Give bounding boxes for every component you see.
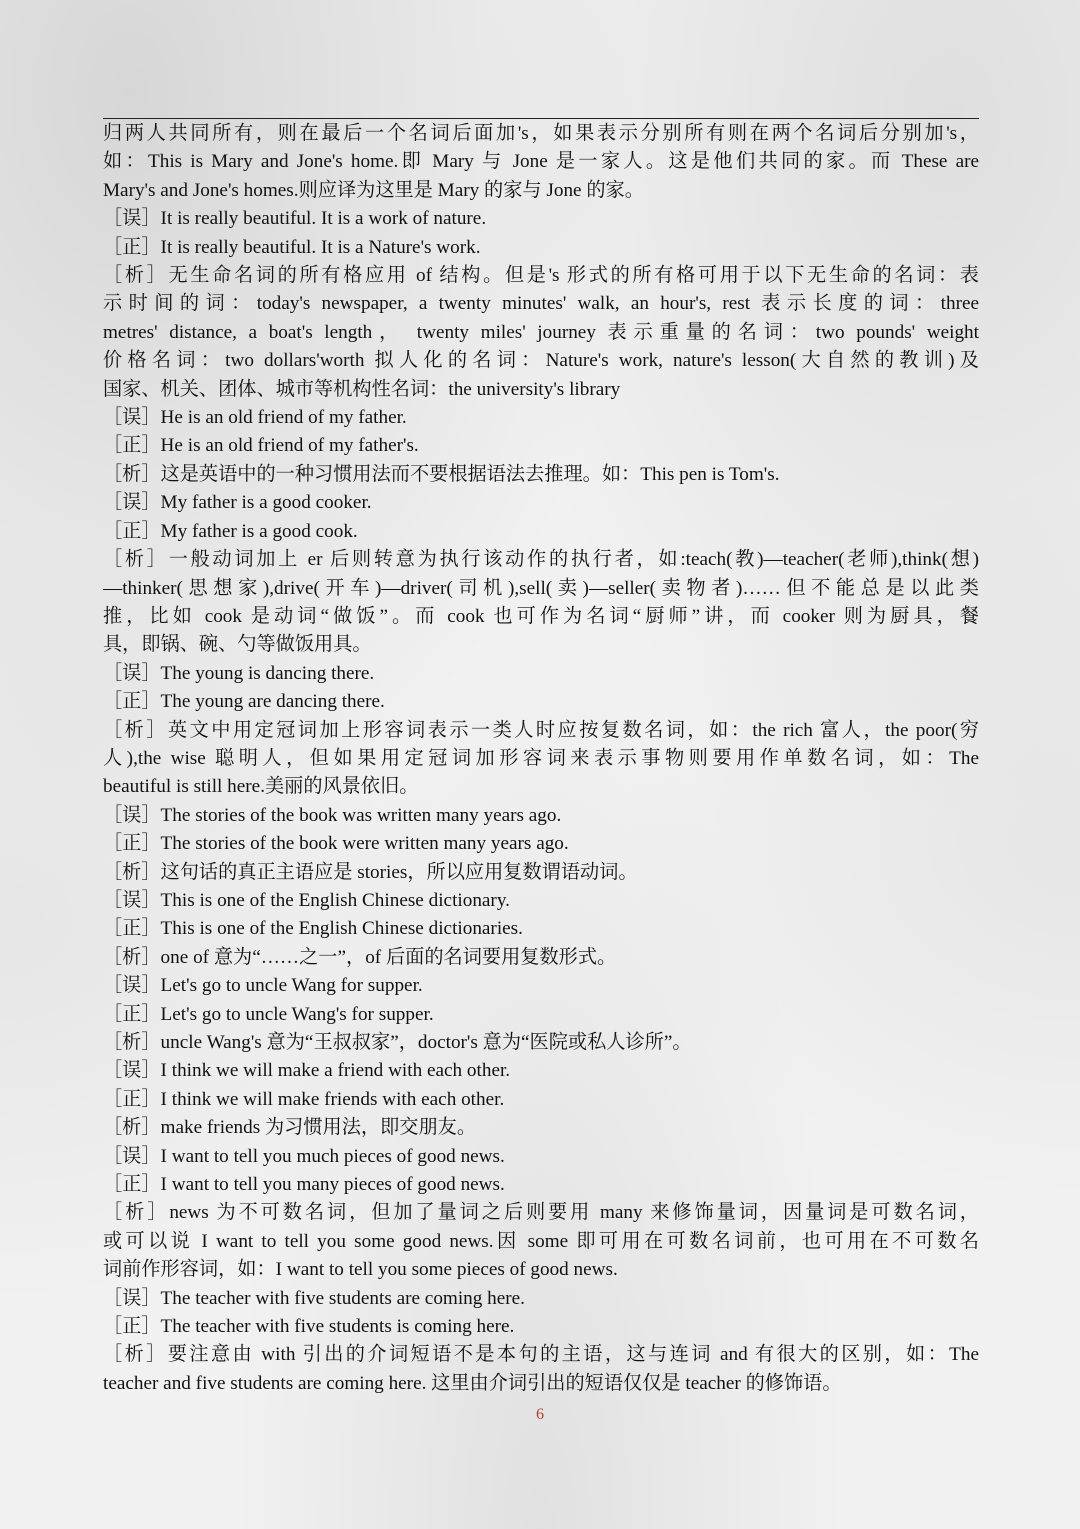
text-line: ［析］make friends 为习惯用法，即交朋友。 bbox=[103, 1117, 477, 1139]
text-line: ［析］英文中用定冠词加上形容词表示一类人时应按复数名词，如：the rich 富人，the poor(穷 bbox=[103, 719, 979, 741]
text-line: beautiful is still here.美丽的风景依旧。 bbox=[103, 776, 419, 798]
text-line: ［析］news 为不可数名词，但加了量词之后则要用 many 来修饰量词，因量词是可数名词， bbox=[103, 1202, 979, 1224]
text-line: 具，即锅、碗、勺等做饭用具。 bbox=[103, 634, 372, 656]
text-line: ［正］The teacher with five students is coming here. bbox=[103, 1316, 515, 1338]
document-page bbox=[103, 118, 979, 1398]
text-line: ［正］Let's go to uncle Wang's for supper. bbox=[103, 1003, 434, 1025]
text-line: metres' distance, a boat's length， twenty miles' journey 表示重量的名词：two pounds' weight bbox=[103, 321, 979, 343]
text-line: ［正］I want to tell you many pieces of good news. bbox=[103, 1174, 505, 1196]
text-line: —thinker(思想家),drive(开车)—driver(司机),sell(卖)—seller(卖物者)……但不能总是以此类 bbox=[103, 577, 979, 599]
text-line: ［析］无生命名词的所有格应用 of 结构。但是's 形式的所有格可用于以下无生命的名词：表 bbox=[103, 265, 979, 287]
text-line: ［析］uncle Wang's 意为“王叔叔家”，doctor's 意为“医院或私人诊所”。 bbox=[103, 1032, 692, 1053]
text-line: ［正］It is really beautiful. It is a Nature's work. bbox=[103, 236, 481, 258]
text-line: ［析］这是英语中的一种习惯用法而不要根据语法去推理。如：This pen is Tom's. bbox=[103, 463, 780, 485]
page-number: 6 bbox=[536, 1406, 544, 1423]
text-line: ［析］要注意由 with 引出的介词短语不是本句的主语，这与连词 and 有很大的区别，如：The bbox=[103, 1344, 979, 1366]
text-line: ［析］这句话的真正主语应是 stories，所以应用复数谓语动词。 bbox=[103, 861, 638, 883]
text-line: ［误］He is an old friend of my father. bbox=[103, 407, 407, 429]
text-line: ［误］I want to tell you much pieces of good news. bbox=[103, 1145, 505, 1167]
text-line: 词前作形容词，如：I want to tell you some pieces of good news. bbox=[103, 1259, 618, 1281]
text-line: ［误］It is really beautiful. It is a work of nature. bbox=[103, 208, 487, 230]
text-line: 或可以说 I want to tell you some good news.因 some 即可用在可数名词前，也可用在不可数名 bbox=[103, 1230, 979, 1252]
text-line: 人),the wise 聪明人，但如果用定冠词加形容词来表示事物则要用作单数名词，如：The bbox=[103, 747, 979, 769]
text-line: ［正］The stories of the book were written many years ago. bbox=[103, 833, 569, 855]
text-line: ［正］I think we will make friends with each other. bbox=[103, 1088, 505, 1110]
text-line: ［误］My father is a good cooker. bbox=[103, 492, 372, 514]
text-line: ［误］This is one of the English Chinese dictionary. bbox=[103, 889, 510, 911]
text-line: ［正］The young are dancing there. bbox=[103, 691, 385, 713]
text-line: ［误］Let's go to uncle Wang for supper. bbox=[103, 975, 423, 997]
text-line: 国家、机关、团体、城市等机构性名词：the university's library bbox=[103, 378, 621, 400]
text-line: ［正］My father is a good cook. bbox=[103, 520, 358, 542]
text-line: ［析］one of 意为“……之一”，of 后面的名词要用复数形式。 bbox=[103, 946, 617, 968]
text-line: 推，比如 cook 是动词“做饭”。而 cook 也可作为名词“厨师”讲，而 cooker 则为厨具，餐 bbox=[103, 605, 979, 627]
text-line: ［正］He is an old friend of my father's. bbox=[103, 435, 419, 457]
text-line: Mary's and Jone's homes.则应译为这里是 Mary 的家与 Jone 的家。 bbox=[103, 179, 644, 201]
text-line: 归两人共同所有，则在最后一个名词后面加's，如果表示分别所有则在两个名词后分别加's， bbox=[103, 123, 979, 144]
text-line: ［误］I think we will make a friend with each other. bbox=[103, 1060, 511, 1082]
text-line: 如：This is Mary and Jone's home.即 Mary 与 Jone 是一家人。这是他们共同的家。而 These are bbox=[103, 151, 979, 173]
text-line: ［误］The young is dancing there. bbox=[103, 662, 375, 684]
body-text bbox=[103, 120, 979, 1398]
text-line: ［误］The stories of the book was written many years ago. bbox=[103, 804, 562, 826]
text-line: 示时间的词：today's newspaper, a twenty minutes' walk, an hour's, rest 表示长度的词：three bbox=[103, 293, 979, 315]
text-line: ［误］The teacher with five students are coming here. bbox=[103, 1287, 525, 1309]
text-line: teacher and five students are coming here. 这里由介词引出的短语仅仅是 teacher 的修饰语。 bbox=[103, 1372, 842, 1394]
text-line: ［正］This is one of the English Chinese dictionaries. bbox=[103, 918, 523, 940]
text-line: ［析］一般动词加上 er 后则转意为执行该动作的执行者，如:teach(教)—teacher(老师),think(想) bbox=[103, 549, 979, 571]
header-rule bbox=[103, 118, 979, 119]
text-line: 价格名词：two dollars'worth 拟人化的名词：Nature's work, nature's lesson(大自然的教训)及 bbox=[103, 350, 979, 372]
